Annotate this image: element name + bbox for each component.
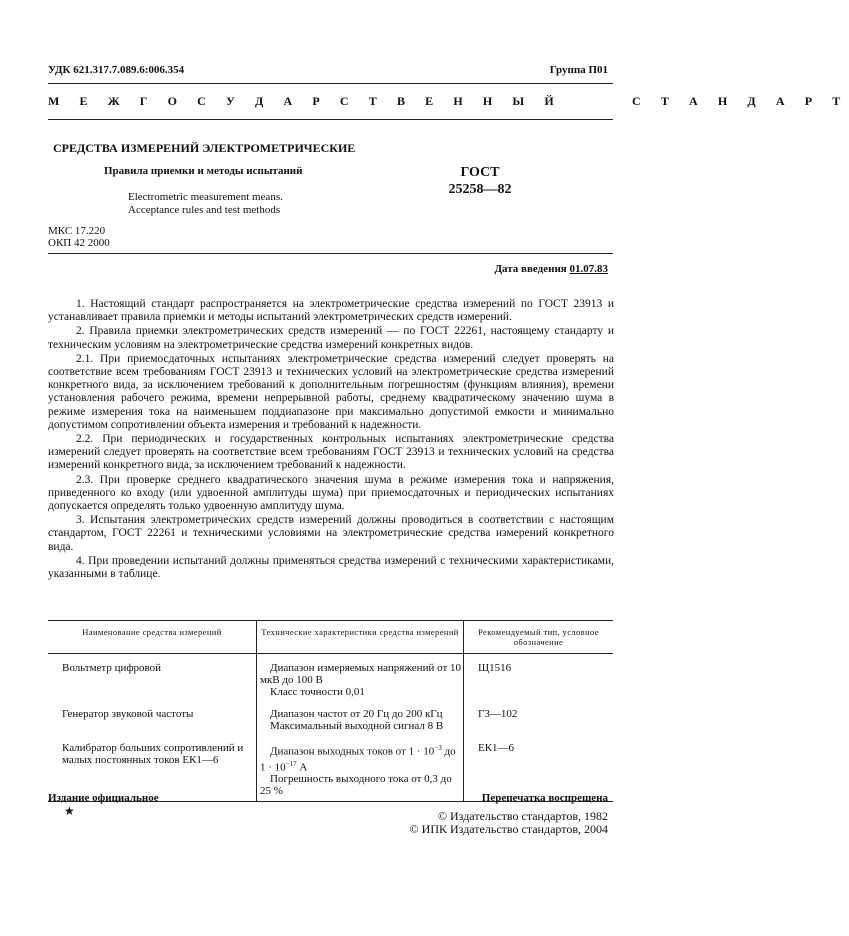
instrument-type: Щ1516 bbox=[478, 662, 512, 674]
document-body bbox=[48, 298, 614, 582]
instrument-type: Г3—102 bbox=[478, 708, 518, 720]
instruments-table bbox=[48, 620, 613, 802]
paragraph: 1. Настоящий стандарт распространяется на электрометрические средства измерений по ГОСТ 23913 и устанавливает правила приемки и методы испытаний электрометрических средств измерений. bbox=[48, 298, 614, 324]
copyright-line: © Издательство стандартов, 1982 bbox=[437, 809, 608, 823]
copyright bbox=[410, 810, 608, 836]
paragraph: 4. При проведении испытаний должны применяться средства измерений с техническими характеристиками, указанными в таблице. bbox=[48, 554, 614, 581]
instrument-spec bbox=[257, 698, 464, 732]
table-row bbox=[48, 732, 613, 801]
gost-id: 25258—82 bbox=[448, 182, 512, 197]
paragraph: 2.1. При приемосдаточных испытаниях электрометрические средства измерений следует проверять на соответствие всем требованиям ГОСТ 23913 и технических условий на электрометрические средства измерений конкретного вида, за исключением требований к дополнительным погрешностям (функциям влияния), времени установления рабочего режима, времени непрерывной работы, среднему квадратическому значению шума в режиме измерения тока на наименьшем поддиапазоне при максимально допустимой емкости и минимально допустимом сопротивлении объекта измерения и требований к надежности. bbox=[48, 352, 614, 431]
spec-line: Класс точности 0,01 bbox=[270, 686, 365, 698]
date-label: Дата введения bbox=[494, 263, 567, 275]
table-row bbox=[48, 698, 613, 732]
gost-number bbox=[430, 164, 530, 198]
spec-text: до 1 · 10 bbox=[260, 745, 456, 774]
classification-codes bbox=[48, 225, 110, 249]
paragraph: 2.2. При периодических и государственных контрольных испытаниях электрометрические средства измерений следует проверять на соответствие всем требованиям ГОСТ 23913 и технических условий на средства измерений конкретного вида, за исключением требований к надежности. bbox=[48, 433, 614, 472]
date-value: 01.07.83 bbox=[569, 263, 608, 275]
standard-type: М Е Ж Г О С У Д А Р С Т В Е Н Н Ы Й С Т А Н Д А Р Т bbox=[48, 94, 849, 108]
paragraph: 2. Правила приемки электрометрических средств измерений — по ГОСТ 22261, настоящему стандарту и техническим условиям на электрометрические средства измерений конкретных видов. bbox=[48, 325, 614, 351]
reprint-notice: Перепечатка воспрещена bbox=[481, 792, 608, 804]
column-header: Рекомендуемый тип, условное обозначение bbox=[478, 627, 599, 647]
instrument-type: ЕК1—6 bbox=[478, 742, 515, 754]
english-title-line: Acceptance rules and test methods bbox=[128, 204, 281, 216]
spec-text: Диапазон выходных токов от 1 · 10 bbox=[270, 745, 435, 758]
spec-line: Максимальный выходной сигнал 8 В bbox=[270, 720, 444, 732]
divider bbox=[48, 253, 613, 254]
document-subtitle: Правила приемки и методы испытаний bbox=[104, 165, 303, 177]
column-header: Технические характеристики средства измерений bbox=[257, 621, 464, 654]
instrument-name: Вольтметр цифровой bbox=[62, 662, 162, 674]
column-header: Наименование средства измерений bbox=[82, 627, 222, 637]
document-title: СРЕДСТВА ИЗМЕРЕНИЙ ЭЛЕКТРОМЕТРИЧЕСКИЕ bbox=[53, 141, 356, 155]
instrument-spec bbox=[257, 732, 464, 801]
divider bbox=[48, 119, 613, 120]
instrument-spec bbox=[257, 654, 464, 699]
spec-line: Диапазон частот от 20 Гц до 200 кГц bbox=[270, 708, 443, 720]
copyright-line: © ИПК Издательство стандартов, 2004 bbox=[409, 822, 608, 836]
table-header-row bbox=[48, 621, 613, 654]
group-code: Группа П01 bbox=[549, 64, 608, 76]
spec-line bbox=[260, 742, 461, 773]
mks-code: МКС 17.220 bbox=[48, 225, 106, 237]
udk-code: УДК 621.317.7.089.6:006.354 bbox=[48, 64, 185, 76]
english-title-line: Electrometric measurement means. bbox=[128, 191, 283, 203]
spec-text: А bbox=[296, 761, 308, 774]
exponent: −3 bbox=[434, 744, 442, 752]
english-title bbox=[128, 191, 283, 217]
gost-label: ГОСТ bbox=[460, 165, 500, 180]
star-icon: ★ bbox=[64, 804, 75, 818]
exponent: −17 bbox=[285, 759, 297, 768]
paragraph: 3. Испытания электрометрических средств измерений должны проводиться в соответствии с настоящим стандартом, ГОСТ 22261 и техническими условиями на электрометрические средства измерений конкретного вида. bbox=[48, 514, 614, 553]
divider bbox=[48, 83, 613, 84]
spec-line: Погрешность выходного тока от 0,3 до 25 % bbox=[260, 773, 452, 798]
table-row bbox=[48, 654, 613, 699]
effective-date bbox=[494, 263, 608, 275]
spec-line: Диапазон измеряемых напряжений от 10 мкВ до 100 В bbox=[260, 662, 462, 686]
instrument-name: Генератор звуковой частоты bbox=[62, 708, 194, 720]
okp-code: ОКП 42 2000 bbox=[48, 237, 110, 249]
paragraph: 2.3. При проверке среднего квадратического значения шума в режиме измерения тока и напряжения, приведенного ко входу (или удвоенной амплитуды шума) при приемосдаточных и периодических испытаниях допускается определять только удвоенную амплитуду шума. bbox=[48, 473, 614, 513]
official-edition: Издание официальное bbox=[48, 792, 159, 804]
instrument-name: Калибратор больших сопротивлений и малых постоянных токов ЕК1—6 bbox=[62, 742, 244, 766]
